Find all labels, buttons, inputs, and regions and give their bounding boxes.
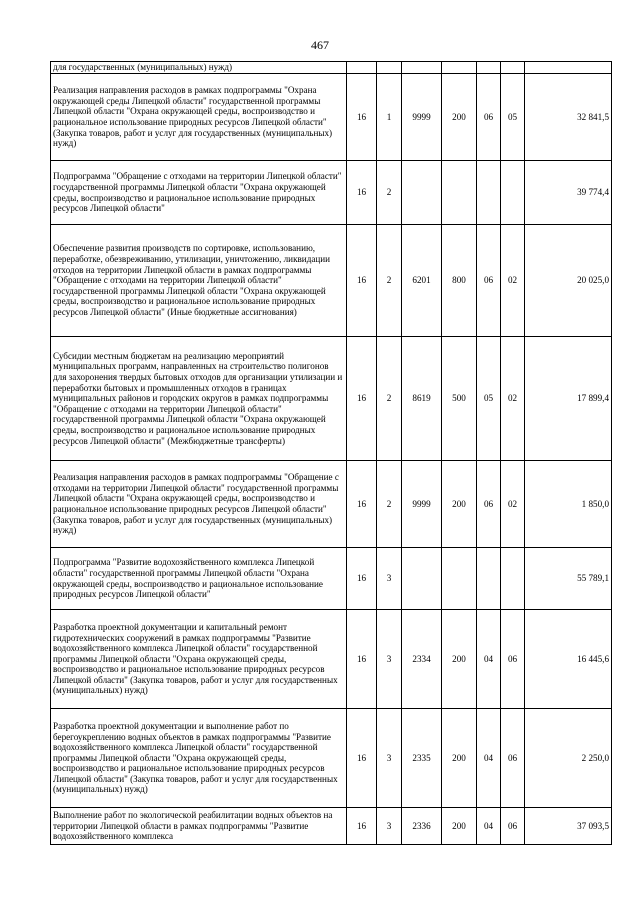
cell-code-3 — [402, 62, 442, 74]
cell-code-3: 2334 — [402, 610, 442, 709]
row-description: Субсидии местным бюджетам на реализацию мероприятий муниципальных программ, направленных на строительство полигонов для захоронения твердых бытовых отходов для организации утилизации и переработки бытовых и промышленных отходов в границах муниципальных районов и городских округов в рамках подпрограммы "Обращение с отходами на территории Липецкой области" государственной программы Липецкой области "Охрана окружающей среды, воспроизводство и рациональное использование природных ресурсов Липецкой области" (Межбюджетные трансферты) — [51, 337, 347, 461]
cell-code-4: 200 — [442, 709, 477, 808]
cell-code-4 — [442, 548, 477, 610]
cell-code-3: 9999 — [402, 74, 442, 161]
cell-amount: 1 850,0 — [525, 461, 612, 548]
cell-amount: 55 789,1 — [525, 548, 612, 610]
cell-code-6 — [501, 62, 525, 74]
cell-code-6: 06 — [501, 610, 525, 709]
row-description: Подпрограмма "Развитие водохозяйственного комплекса Липецкой области" государственной программы Липецкой области "Охрана окружающей среды, воспроизводство и рациональное использование природных ресурсов Липецкой области" — [51, 548, 347, 610]
row-description: Выполнение работ по экологической реабилитации водных объектов на территории Липецкой области в рамках подпрограммы "Развитие водохозяйственного комплекса — [51, 808, 347, 845]
cell-code-3: 2335 — [402, 709, 442, 808]
cell-amount: 39 774,4 — [525, 161, 612, 225]
table-row — [51, 709, 612, 808]
cell-code-2: 1 — [377, 74, 402, 161]
cell-code-6: 02 — [501, 225, 525, 337]
cell-code-3 — [402, 548, 442, 610]
row-description: Реализация направления расходов в рамках подпрограммы "Охрана окружающей среды Липецкой области" государственной программы Липецкой области "Охрана окружающей среды, воспроизводство и рациональное использование природных ресурсов Липецкой области" (Закупка товаров, работ и услуг для государственных (муниципальных) нужд) — [51, 74, 347, 161]
cell-code-1: 16 — [347, 461, 377, 548]
cell-code-2: 2 — [377, 225, 402, 337]
cell-code-2: 3 — [377, 808, 402, 845]
page-number: 467 — [311, 38, 329, 52]
cell-code-5: 04 — [477, 709, 501, 808]
table-row — [51, 548, 612, 610]
cell-code-3: 9999 — [402, 461, 442, 548]
row-description: Разработка проектной документации и капитальный ремонт гидротехнических сооружений в рамках подпрограммы "Развитие водохозяйственного комплекса Липецкой области" государственной программы Липецкой области "Охрана окружающей среды, воспроизводство и рациональное использование природных ресурсов Липецкой области" (Закупка товаров, работ и услуг для государственных (муниципальных) нужд) — [51, 610, 347, 709]
cell-code-6: 06 — [501, 808, 525, 845]
cell-code-1: 16 — [347, 548, 377, 610]
table-row — [51, 225, 612, 337]
cell-code-6: 02 — [501, 461, 525, 548]
cell-code-1: 16 — [347, 74, 377, 161]
cell-amount: 37 093,5 — [525, 808, 612, 845]
cell-code-2: 3 — [377, 610, 402, 709]
cell-code-1: 16 — [347, 610, 377, 709]
cell-code-5: 05 — [477, 337, 501, 461]
cell-code-3 — [402, 161, 442, 225]
cell-code-5: 04 — [477, 808, 501, 845]
cell-code-1: 16 — [347, 808, 377, 845]
cell-code-1: 16 — [347, 709, 377, 808]
cell-code-1 — [347, 62, 377, 74]
cell-code-5 — [477, 62, 501, 74]
cell-code-4 — [442, 62, 477, 74]
cell-amount — [525, 62, 612, 74]
cell-code-5 — [477, 161, 501, 225]
table-row — [51, 74, 612, 161]
cell-code-6 — [501, 161, 525, 225]
cell-code-5 — [477, 548, 501, 610]
cell-code-3: 6201 — [402, 225, 442, 337]
cell-code-4: 200 — [442, 461, 477, 548]
row-description: Обеспечение развития производств по сортировке, использованию, переработке, обезвреживанию, утилизации, уничтожению, ликвидации отходов на территории Липецкой области в рамках подпрограммы "Обращение с отходами на территории Липецкой области" государственной программы Липецкой области "Охрана окружающей среды, воспроизводство и рациональное использование природных ресурсов Липецкой области" (Иные бюджетные ассигнования) — [51, 225, 347, 337]
table-row — [51, 161, 612, 225]
cell-code-6: 05 — [501, 74, 525, 161]
cell-code-6: 06 — [501, 709, 525, 808]
table-row — [51, 62, 612, 74]
cell-code-6: 02 — [501, 337, 525, 461]
row-description: Подпрограмма "Обращение с отходами на территории Липецкой области" государственной программы Липецкой области "Охрана окружающей среды, воспроизводство и рациональное использование природных ресурсов Липецкой области" — [51, 161, 347, 225]
cell-code-5: 06 — [477, 225, 501, 337]
row-description: Разработка проектной документации и выполнение работ по берегоукреплению водных объектов в рамках подпрограммы "Развитие водохозяйственного комплекса Липецкой области" государственной программы Липецкой области "Охрана окружающей среды, воспроизводство и рациональное использование природных ресурсов Липецкой области" (Закупка товаров, работ и услуг для государственных (муниципальных) нужд) — [51, 709, 347, 808]
cell-code-5: 06 — [477, 74, 501, 161]
cell-code-2: 3 — [377, 548, 402, 610]
cell-amount: 32 841,5 — [525, 74, 612, 161]
cell-code-4: 200 — [442, 74, 477, 161]
cell-code-2 — [377, 62, 402, 74]
cell-code-4 — [442, 161, 477, 225]
table-row — [51, 808, 612, 845]
cell-code-2: 3 — [377, 709, 402, 808]
cell-code-4: 800 — [442, 225, 477, 337]
cell-code-3: 2336 — [402, 808, 442, 845]
cell-code-5: 06 — [477, 461, 501, 548]
cell-code-2: 2 — [377, 337, 402, 461]
cell-code-4: 500 — [442, 337, 477, 461]
cell-code-2: 2 — [377, 461, 402, 548]
table-row — [51, 610, 612, 709]
cell-code-4: 200 — [442, 808, 477, 845]
row-description: Реализация направления расходов в рамках подпрограммы "Обращение с отходами на территории Липецкой области" государственной программы Липецкой области "Охрана окружающей среды, воспроизводство и рациональное использование природных ресурсов Липецкой области" (Закупка товаров, работ и услуг для государственных (муниципальных) нужд) — [51, 461, 347, 548]
cell-code-4: 200 — [442, 610, 477, 709]
cell-amount: 16 445,6 — [525, 610, 612, 709]
table-row — [51, 461, 612, 548]
budget-table — [50, 61, 612, 845]
table-row — [51, 337, 612, 461]
cell-code-2: 2 — [377, 161, 402, 225]
cell-code-3: 8619 — [402, 337, 442, 461]
cell-amount: 17 899,4 — [525, 337, 612, 461]
row-description: для государственных (муниципальных) нужд) — [51, 62, 347, 74]
cell-code-1: 16 — [347, 225, 377, 337]
cell-code-1: 16 — [347, 337, 377, 461]
cell-code-1: 16 — [347, 161, 377, 225]
cell-amount: 2 250,0 — [525, 709, 612, 808]
cell-amount: 20 025,0 — [525, 225, 612, 337]
cell-code-6 — [501, 548, 525, 610]
cell-code-5: 04 — [477, 610, 501, 709]
